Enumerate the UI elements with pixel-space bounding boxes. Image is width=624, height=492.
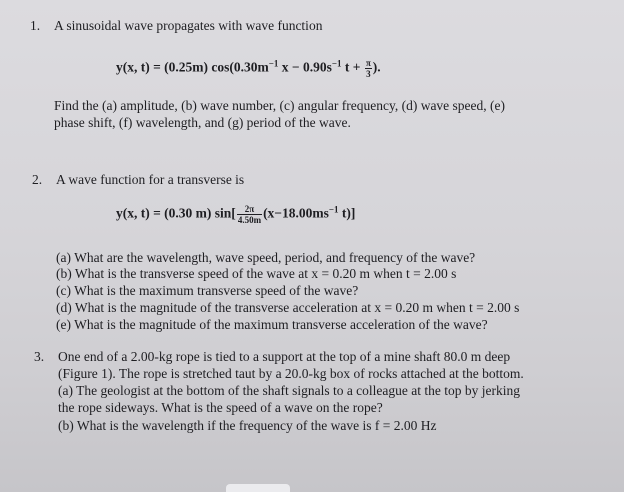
eq1-t: t +	[341, 59, 364, 75]
question-3-line-3: (a) The geologist at the bottom of the shaft signals to a colleague at the top by jerking	[58, 383, 521, 398]
question-1-line-2: phase shift, (f) wavelength, and (g) period of the wave.	[54, 115, 351, 130]
eq1-end: ).	[372, 59, 381, 75]
question-2-equation	[116, 204, 355, 225]
question-3-line-1: One end of a 2.00-kg rope is tied to a support at the top of a mine shaft 80.0 m deep	[58, 349, 511, 364]
eq2-main: y(x, t) = (0.30 m) sin[	[116, 205, 236, 221]
question-2-part-b: (b) What is the transverse speed of the wave at x = 0.20 m when t = 2.00 s	[56, 266, 457, 281]
question-1-line-1: Find the (a) amplitude, (b) wave number, (c) angular frequency, (d) wave speed, (e)	[54, 98, 506, 113]
eq2-fraction-top: 2π	[237, 204, 262, 215]
question-1-intro: A sinusoidal wave propagates with wave function	[54, 18, 323, 33]
eq1-mid: x − 0.90s	[278, 59, 332, 75]
question-3-line-4: the rope sideways. What is the speed of a wave on the rope?	[58, 400, 383, 415]
question-1-number: 1.	[30, 18, 41, 33]
eq1-fraction-top: π	[365, 58, 371, 68]
question-3-number: 3.	[34, 349, 45, 364]
eq1-exponent-2: −1	[331, 58, 342, 69]
question-2-number: 2.	[32, 172, 43, 187]
eq1-exponent-1: −1	[268, 58, 279, 69]
eq2-fraction	[237, 204, 262, 225]
question-3-line-2: (Figure 1). The rope is stretched taut by a 20.0-kg box of rocks attached at the bottom.	[58, 366, 524, 381]
question-2-part-d: (d) What is the magnitude of the transverse acceleration at x = 0.20 m when t = 2.00 s	[56, 300, 520, 315]
question-2-part-c: (c) What is the maximum transverse speed of the wave?	[56, 283, 359, 298]
question-3-line-5: (b) What is the wavelength if the frequency of the wave is f = 2.00 Hz	[58, 418, 437, 433]
eq1-fraction	[365, 58, 372, 79]
question-1-equation	[116, 58, 381, 79]
eq1-main: y(x, t) = (0.25m) cos(0.30m	[116, 59, 269, 75]
eq2-fraction-bottom: 4.50m	[237, 215, 262, 225]
eq2-mid: (x−18.00ms	[263, 205, 329, 221]
eq2-exponent: −1	[328, 204, 339, 215]
eq1-fraction-bottom: 3	[366, 69, 371, 79]
question-2-intro: A wave function for a transverse is	[56, 172, 245, 187]
question-2-part-e: (e) What is the magnitude of the maximum transverse acceleration of the wave?	[56, 317, 488, 332]
bottom-edge-highlight	[226, 484, 290, 492]
eq2-end: t)]	[338, 205, 356, 221]
question-2-part-a: (a) What are the wavelength, wave speed, period, and frequency of the wave?	[56, 250, 476, 265]
